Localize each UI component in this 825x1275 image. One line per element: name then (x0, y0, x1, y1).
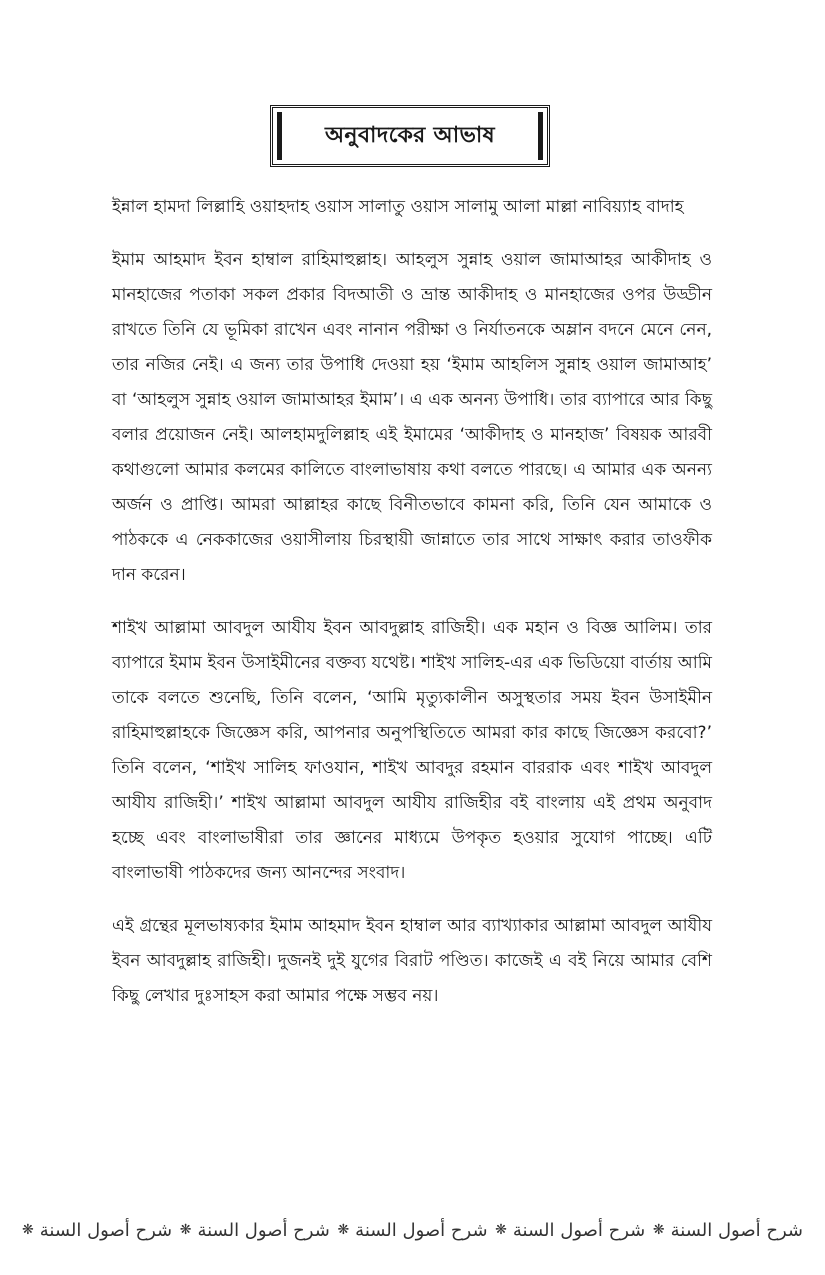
footer-calligraphy: شرح أصول السنة (512, 1219, 646, 1241)
footer-ornament-unit (22, 1220, 172, 1241)
page-title: অনুবাদকের আভাষ (325, 122, 495, 148)
footer-ornament-band (22, 1212, 803, 1248)
page-title-inner (277, 112, 543, 160)
footer-ornament-unit (495, 1220, 645, 1241)
paragraph-opening: ইন্নাল হামদা লিল্লাহি ওয়াহদাহ ওয়াস সালাতু ওয়াস সালামু আলা মাল্লা নাবিয়্যাহ বাদাহ (112, 197, 684, 217)
footer-ornament-unit (337, 1220, 487, 1241)
footer-calligraphy: شرح أصول السنة (670, 1219, 803, 1241)
footer-ornament-unit (180, 1220, 330, 1241)
body-text (112, 190, 712, 1032)
footer-ornament-unit (653, 1220, 803, 1241)
page-title-frame (270, 105, 550, 167)
ornament-star-icon: ❋ (652, 1222, 665, 1238)
footer-calligraphy: شرح أصول السنة (197, 1219, 330, 1241)
ornament-star-icon: ❋ (495, 1222, 507, 1238)
ornament-star-icon: ❋ (22, 1222, 34, 1238)
footer-calligraphy: شرح أصول السنة (39, 1219, 173, 1241)
paragraph-imam-ahmad: ইমাম আহমাদ ইবন হাম্বাল রাহিমাহুল্লাহ। আহলুস সুন্নাহ ওয়াল জামাআহর আকীদাহ ও মানহাজের পতাকা সকল প্রকার বিদআতী ও ভ্রান্ত আকীদাহ ও মানহাজের ওপর উড্ডীন রাখতে তিনি যে ভূমিকা রাখেন এবং নানান পরীক্ষা ও নির্যাতনকে অম্লান বদনে মেনে নেন, তার নজির নেই। এ জন্য তার উপাধি দেওয়া হয় ‘ইমাম আহলিস সুন্নাহ ওয়াল জামাআহ’ বা ‘আহলুস সুন্নাহ ওয়াল জামাআহর ইমাম’। এ এক অনন্য উপাধি। তার ব্যাপারে আর কিছু বলার প্রয়োজন নেই। আলহামদুলিল্লাহ এই ইমামের ‘আকীদাহ ও মানহাজ’ বিষয়ক আরবী কথাগুলো আমার কলমের কালিতে বাংলাভাষায় কথা বলতে পারছে। এ আমার এক অনন্য অর্জন ও প্রাপ্তি। আমরা আল্লাহর কাছে বিনীতভাবে কামনা করি, তিনি যেন আমাকে ও পাঠককে এ নেককাজের ওয়াসীলায় চিরস্থায়ী জান্নাতে তার সাথে সাক্ষাৎ করার তাওফীক দান করেন। (112, 250, 712, 585)
ornament-star-icon: ❋ (179, 1222, 192, 1238)
ornament-star-icon: ❋ (337, 1222, 350, 1238)
paragraph-closing: এই গ্রন্থের মূলভাষ্যকার ইমাম আহমাদ ইবন হাম্বাল আর ব্যাখ্যাকার আল্লামা আবদুল আযীয ইবন আবদুল্লাহ রাজিহী। দুজনই দুই যুগের বিরাট পণ্ডিত। কাজেই এ বই নিয়ে আমার বেশি কিছু লেখার দুঃসাহস করা আমার পক্ষে সম্ভব নয়। (112, 916, 712, 1006)
paragraph-shaikh-rajihi: শাইখ আল্লামা আবদুল আযীয ইবন আবদুল্লাহ রাজিহী। এক মহান ও বিজ্ঞ আলিম। তার ব্যাপারে ইমাম ইবন উসাইমীনের বক্তব্য যথেষ্ট। শাইখ সালিহ-এর এক ভিডিয়ো বার্তায় আমি তাকে বলতে শুনেছি, তিনি বলেন, ‘আমি মৃত্যুকালীন অসুস্থতার সময় ইবন উসাইমীন রাহিমাহুল্লাহকে জিজ্ঞেস করি, আপনার অনুপস্থিতিতে আমরা কার কাছে জিজ্ঞেস করবো?’ তিনি বলেন, ‘শাইখ সালিহ ফাওযান, শাইখ আবদুর রহমান বাররাক এবং শাইখ আবদুল আযীয রাজিহী।’ শাইখ আল্লামা আবদুল আযীয রাজিহীর বই বাংলায় এই প্রথম অনুবাদ হচ্ছে এবং বাংলাভাষীরা তার জ্ঞানের মাধ্যমে উপকৃত হওয়ার সুযোগ পাচ্ছে। এটি বাংলাভাষী পাঠকদের জন্য আনন্দের সংবাদ। (112, 618, 712, 883)
footer-calligraphy: شرح أصول السنة (355, 1219, 488, 1241)
